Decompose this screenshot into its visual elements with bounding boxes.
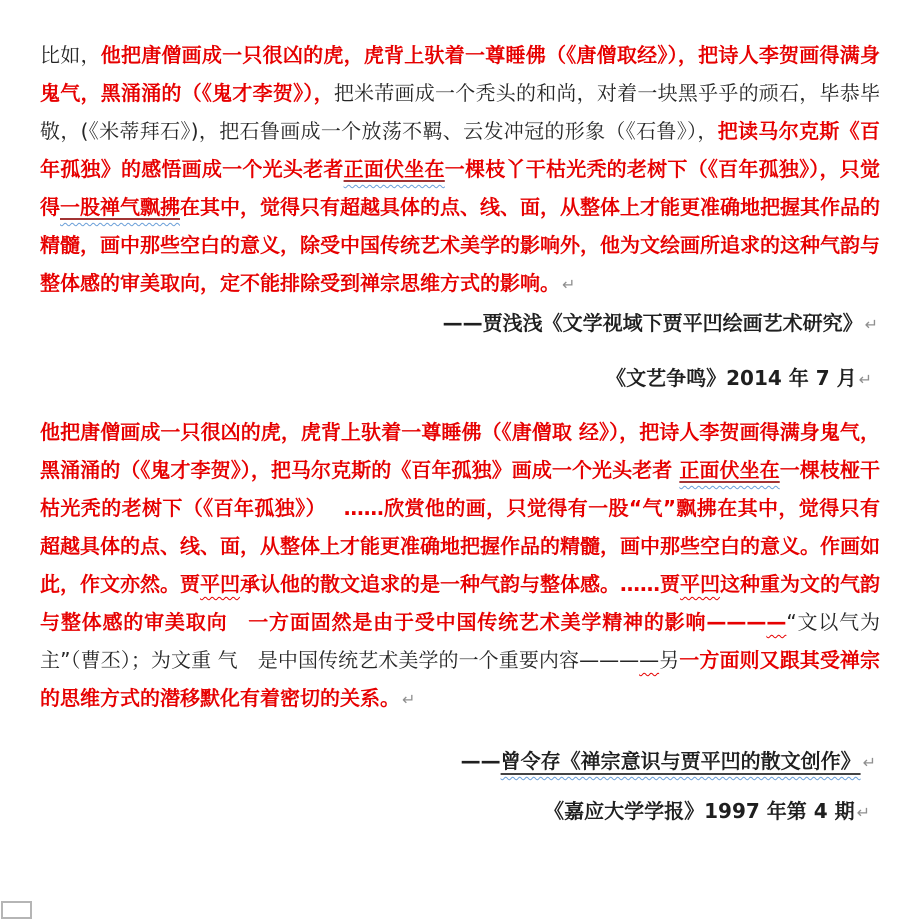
- text-run: 一棵枝丫干枯光秃的老树下（《百年孤独》），只觉得: [40, 157, 881, 219]
- citation-journal-1: [40, 359, 880, 399]
- text-run: 平凹: [200, 572, 240, 596]
- text-run: 另: [659, 648, 680, 672]
- paragraph-mark: ↵: [862, 753, 876, 772]
- text-run: 平凹: [680, 572, 720, 596]
- text-run: 这种重为文的气韵与整体感的审美取向 一方面固然是由于受中国传统艺术美学精神的影响———: [40, 572, 880, 634]
- text-run: 他把唐僧画成一只很凶的虎，虎背上驮着一尊睡佛（《唐僧取 经》），把诗人李贺画得满身鬼气，黑涌涌的（《鬼才李贺》），把马尔克斯的《百年孤独》画成一个光头老者: [40, 420, 880, 482]
- text-run: 把米芾画成一个秃头的和尚，对着一块黑乎乎的顽石，毕恭毕敬，(《米蒂拜石》)，把石鲁画成一个放荡不羁、云发冲冠的形象（《石鲁》），: [40, 81, 881, 143]
- text-run: 在其中，觉得只有超越具体的点、线、面，从整体上才能更准确地把握其作品的精髓，画中那些空白的意义，除受中国传统艺术美学的影响外，他为文绘画所追求的这种气韵与整体感的审美取向，定不能排除受到禅宗思维方式的影响。: [40, 195, 880, 295]
- quote-paragraph-2: [40, 413, 880, 719]
- grammar-checked-text: 一股禅气飘拂: [60, 195, 180, 219]
- grammar-checked-text: 正面伏坐在: [343, 157, 445, 181]
- attribution-author-2: [40, 742, 880, 782]
- paragraph-mark: ↵: [402, 690, 416, 709]
- text-run: 《嘉应大学学报》1997 年第 4 期: [544, 799, 855, 823]
- citation-journal-2: [40, 792, 880, 832]
- grammar-checked-text: 正面伏坐在: [679, 458, 780, 482]
- text-run: “文以气为主”（曹丕）；为文重 气 是中国传统艺术美学的一个重要内容———: [40, 610, 880, 672]
- text-run: 《文艺争鸣》2014 年 7 月: [606, 366, 857, 390]
- text-run: ——贾浅浅《文学视域下贾平凹绘画艺术研究》: [442, 311, 863, 335]
- text-run: —: [766, 610, 787, 634]
- text-run: 比如，: [40, 43, 101, 67]
- text-run: [501, 749, 861, 773]
- paragraph-mark: ↵: [858, 370, 872, 389]
- attribution-author-1: [40, 304, 880, 344]
- quote-paragraph-1: [40, 36, 880, 304]
- paragraph-mark: ↵: [856, 803, 870, 822]
- text-run: ——: [460, 749, 501, 773]
- text-run: —: [639, 648, 660, 672]
- text-run: [60, 195, 180, 219]
- text-run: 他把唐僧画成一只很凶的虎，虎背上驮着一尊睡佛（《唐僧取经》），把诗人李贺画得满身鬼气，黑涌涌的（《鬼才李贺》），: [40, 43, 881, 105]
- grammar-checked-text: 曾令存《禅宗意识与贾平凹的散文创作》: [500, 749, 861, 773]
- paragraph-mark: ↵: [864, 315, 878, 334]
- paragraph-mark: ↵: [562, 275, 576, 294]
- text-run: 把读马尔克斯《百年孤独》的感悟画成一个光头老者: [40, 119, 881, 181]
- cropped-textbox-corner: [1, 901, 32, 919]
- text-run: 一方面则又跟其受禅宗的思维方式的潜移默化有着密切的关系。: [40, 648, 881, 710]
- text-run: 承认他的散文追求的是一种气韵与整体感。……贾: [240, 572, 680, 596]
- text-run: 一棵枝桠干枯光秃的老树下（《百年孤独》） ……欣赏他的画，只觉得有一股“气”飘拂在其中，觉得只有超越具体的点、线、面，从整体上才能更准确地把握作品的精髓，画中那些空白的意义。作画如此，作文亦然。贾: [40, 458, 881, 596]
- text-run: [344, 157, 445, 181]
- text-run: [679, 458, 779, 482]
